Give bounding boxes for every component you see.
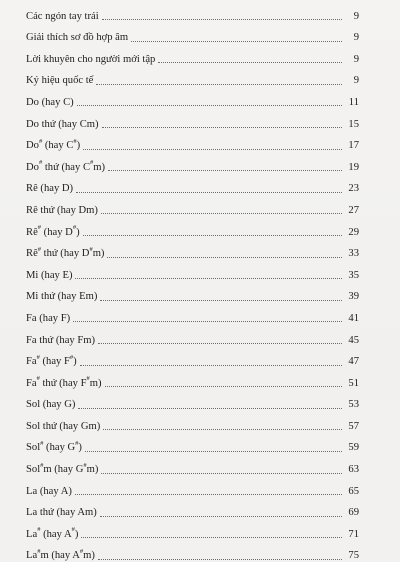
sharp-symbol: # [37, 245, 42, 253]
dot-leader [100, 515, 342, 517]
toc-entry-text: thứ (hay F [39, 377, 87, 389]
toc-entry-text: thứ (hay D [41, 248, 90, 260]
dot-leader [108, 169, 342, 171]
sharp-symbol: # [83, 461, 87, 469]
dot-leader [75, 277, 342, 279]
toc-entry-text: m) [93, 161, 106, 173]
sharp-symbol: # [37, 526, 41, 534]
toc-page-number: 51 [348, 377, 359, 389]
dot-leader [103, 428, 342, 430]
toc-entry [26, 217, 359, 239]
toc-entry-title [26, 54, 156, 66]
toc-entry-text: Rê thứ (hay Dm) [26, 204, 98, 216]
toc-entry-title [26, 224, 81, 239]
toc-entry-title [26, 486, 73, 498]
dot-leader [81, 536, 342, 538]
sharp-symbol: # [38, 137, 43, 145]
toc-entry [26, 23, 359, 45]
toc-entry [26, 303, 359, 325]
toc-entry [26, 325, 359, 347]
sharp-symbol: # [71, 526, 75, 534]
dot-leader [105, 385, 342, 387]
toc-page-number: 39 [348, 291, 359, 303]
toc-page-number: 9 [353, 32, 359, 44]
toc-entry [26, 87, 359, 109]
sharp-symbol: # [40, 461, 44, 469]
toc-entry-title [26, 270, 73, 282]
toc-entry-text: Fa [26, 356, 37, 368]
toc-entry-text: Sol (hay G) [26, 399, 76, 411]
dot-leader [101, 472, 342, 474]
toc-entry-text: La [26, 550, 38, 562]
sharp-symbol: # [73, 137, 77, 145]
toc-entry [26, 454, 359, 476]
toc-page-number: 33 [348, 248, 359, 260]
toc-entry-title [26, 205, 99, 217]
toc-entry-title [26, 507, 98, 519]
toc-page-number: 71 [348, 528, 359, 540]
toc-page-number: 11 [348, 96, 359, 108]
toc-entry-text: m) [92, 248, 105, 260]
toc-entry-text: m (hay G [43, 464, 84, 476]
dot-leader [80, 364, 342, 366]
toc-page-number: 29 [348, 226, 359, 238]
toc-page-number: 47 [348, 356, 359, 368]
toc-entry-title [26, 183, 74, 195]
toc-entry [26, 541, 359, 562]
toc-entry-text: Ký hiệu quốc tế [26, 75, 94, 87]
sharp-symbol: # [75, 439, 79, 447]
toc-entry-text: Rê (hay D) [26, 183, 74, 195]
toc-entry-title [26, 32, 129, 44]
toc-entry-text: Fa (hay F) [26, 312, 71, 324]
sharp-symbol: # [89, 245, 93, 253]
toc-entry-title [26, 353, 78, 368]
dot-leader [98, 342, 342, 344]
toc-entry-title [26, 335, 96, 347]
sharp-symbol: # [90, 159, 94, 167]
toc-page-number: 27 [348, 204, 359, 216]
toc-page-number: 45 [348, 334, 359, 346]
sharp-symbol: # [69, 353, 74, 361]
toc-entry [26, 282, 359, 304]
toc-entry [26, 66, 359, 88]
toc-entry-text: (hay F [39, 356, 70, 368]
dot-leader [85, 450, 342, 452]
toc-page-number: 69 [348, 507, 359, 519]
toc-entry [26, 109, 359, 131]
toc-entry-text: ) [76, 140, 81, 152]
toc-entry-text: Do [26, 140, 39, 152]
toc-entry-text: m (hay A [40, 550, 80, 562]
toc-entry [26, 1, 359, 23]
toc-entry-text: Mi thứ (hay Em) [26, 291, 98, 303]
dot-leader [83, 234, 342, 236]
sharp-symbol: # [37, 224, 42, 231]
toc-entry-title [26, 421, 101, 433]
toc-entry [26, 390, 359, 412]
dot-leader [100, 299, 342, 301]
sharp-symbol: # [40, 439, 44, 447]
toc-entry [26, 44, 359, 66]
toc-entry-text: ) [74, 528, 79, 540]
toc-page-number: 9 [353, 53, 359, 65]
toc-page-number: 41 [348, 312, 359, 324]
toc-page-number: 17 [348, 140, 359, 152]
toc-entry-text: Fa thứ (hay Fm) [26, 334, 96, 346]
sharp-symbol: # [86, 375, 90, 383]
toc-entry-text: Do thứ (hay Cm) [26, 118, 99, 130]
dot-leader [107, 256, 342, 258]
toc-page-number: 75 [348, 550, 359, 562]
toc-entry-title [26, 291, 98, 303]
toc-page-number: 57 [348, 420, 359, 432]
toc-entry [26, 239, 359, 261]
toc-entry-title [26, 159, 106, 174]
toc-entry-text: (hay A [40, 528, 72, 540]
toc-entry-title [26, 375, 103, 390]
dot-leader [76, 191, 342, 193]
toc-page-number: 63 [348, 464, 359, 476]
sharp-symbol: # [36, 375, 40, 383]
toc-entry [26, 476, 359, 498]
toc-entry [26, 368, 359, 390]
toc-entry-title [26, 137, 81, 152]
toc-entry [26, 433, 359, 455]
dot-leader [158, 61, 342, 63]
toc-entry-text: (hay G [43, 442, 76, 454]
toc-entry-text: Rê [26, 248, 38, 260]
toc-entry-text: ) [76, 226, 80, 238]
toc-entry-title [26, 11, 100, 23]
sharp-symbol: # [38, 159, 43, 167]
toc-page-number: 65 [348, 485, 359, 497]
toc-entry-text: Sol thứ (hay Gm) [26, 420, 101, 432]
toc-entry-title [26, 75, 94, 87]
dot-leader [78, 407, 342, 409]
sharp-symbol: # [36, 353, 40, 361]
dot-leader [102, 18, 342, 20]
toc-page-number: 59 [348, 442, 359, 454]
toc-entry-title [26, 526, 79, 541]
toc-entry-text: La [26, 528, 38, 540]
toc-entry-title [26, 547, 96, 562]
toc-entry-title [26, 439, 83, 454]
toc-entry-text: ) [78, 442, 82, 454]
toc-entry-text: Giải thích sơ đồ hợp âm [26, 32, 129, 44]
dot-leader [96, 83, 342, 85]
toc-entry-text: Các ngón tay trái [26, 10, 99, 22]
toc-entry [26, 195, 359, 217]
toc-entry [26, 411, 359, 433]
toc-entry-title [26, 245, 105, 260]
sharp-symbol: # [79, 547, 84, 555]
toc-entry-title [26, 119, 100, 131]
toc-entry-text: m) [89, 377, 102, 389]
toc-page-number: 35 [348, 269, 359, 281]
sharp-symbol: # [37, 547, 41, 555]
toc-entry [26, 498, 359, 520]
toc-entry [26, 347, 359, 369]
toc-entry-text: ) [73, 356, 77, 368]
dot-leader [77, 104, 342, 106]
toc-entry [26, 152, 359, 174]
toc-entry-text: Do (hay C) [26, 96, 74, 108]
toc-page-number: 23 [348, 183, 359, 195]
toc-entry [26, 174, 359, 196]
toc-entry-text: Lời khuyên cho người mới tập [26, 53, 156, 65]
toc-entry-title [26, 461, 99, 476]
toc-page-number: 9 [353, 75, 359, 87]
toc-entry-text: Sol [26, 464, 41, 476]
toc-entry [26, 260, 359, 282]
dot-leader [83, 148, 342, 150]
toc-entry-text: Do [26, 161, 39, 173]
toc-entry-text: La thứ (hay Am) [26, 507, 97, 519]
toc-entry-text: Fa [26, 377, 37, 389]
toc-entry [26, 519, 359, 541]
toc-entry-text: (hay C [42, 140, 74, 152]
toc-entry-text: (hay D [41, 226, 73, 238]
toc-entry-title [26, 97, 75, 109]
toc-page-number: 19 [348, 161, 359, 173]
toc-entry-text: Sol [26, 442, 41, 454]
toc-entry-text: thứ (hay C [42, 161, 91, 173]
dot-leader [98, 558, 342, 560]
toc-entry-text: m) [86, 464, 99, 476]
toc-page-number: 9 [353, 10, 359, 22]
toc-entry [26, 131, 359, 153]
toc-entry-title [26, 313, 71, 325]
toc-entry-text: La (hay A) [26, 485, 72, 497]
dot-leader [101, 212, 342, 214]
dot-leader [102, 126, 342, 128]
dot-leader [75, 493, 342, 495]
sharp-symbol: # [72, 224, 77, 231]
dot-leader [131, 40, 342, 42]
toc-page-number: 53 [348, 399, 359, 411]
table-of-contents [26, 1, 359, 562]
toc-entry-text: Rê [26, 226, 38, 238]
toc-entry-text: m) [83, 550, 95, 562]
toc-page-number: 15 [348, 118, 359, 130]
dot-leader [73, 320, 342, 322]
toc-entry-title [26, 399, 76, 411]
toc-entry-text: Mi (hay E) [26, 269, 73, 281]
